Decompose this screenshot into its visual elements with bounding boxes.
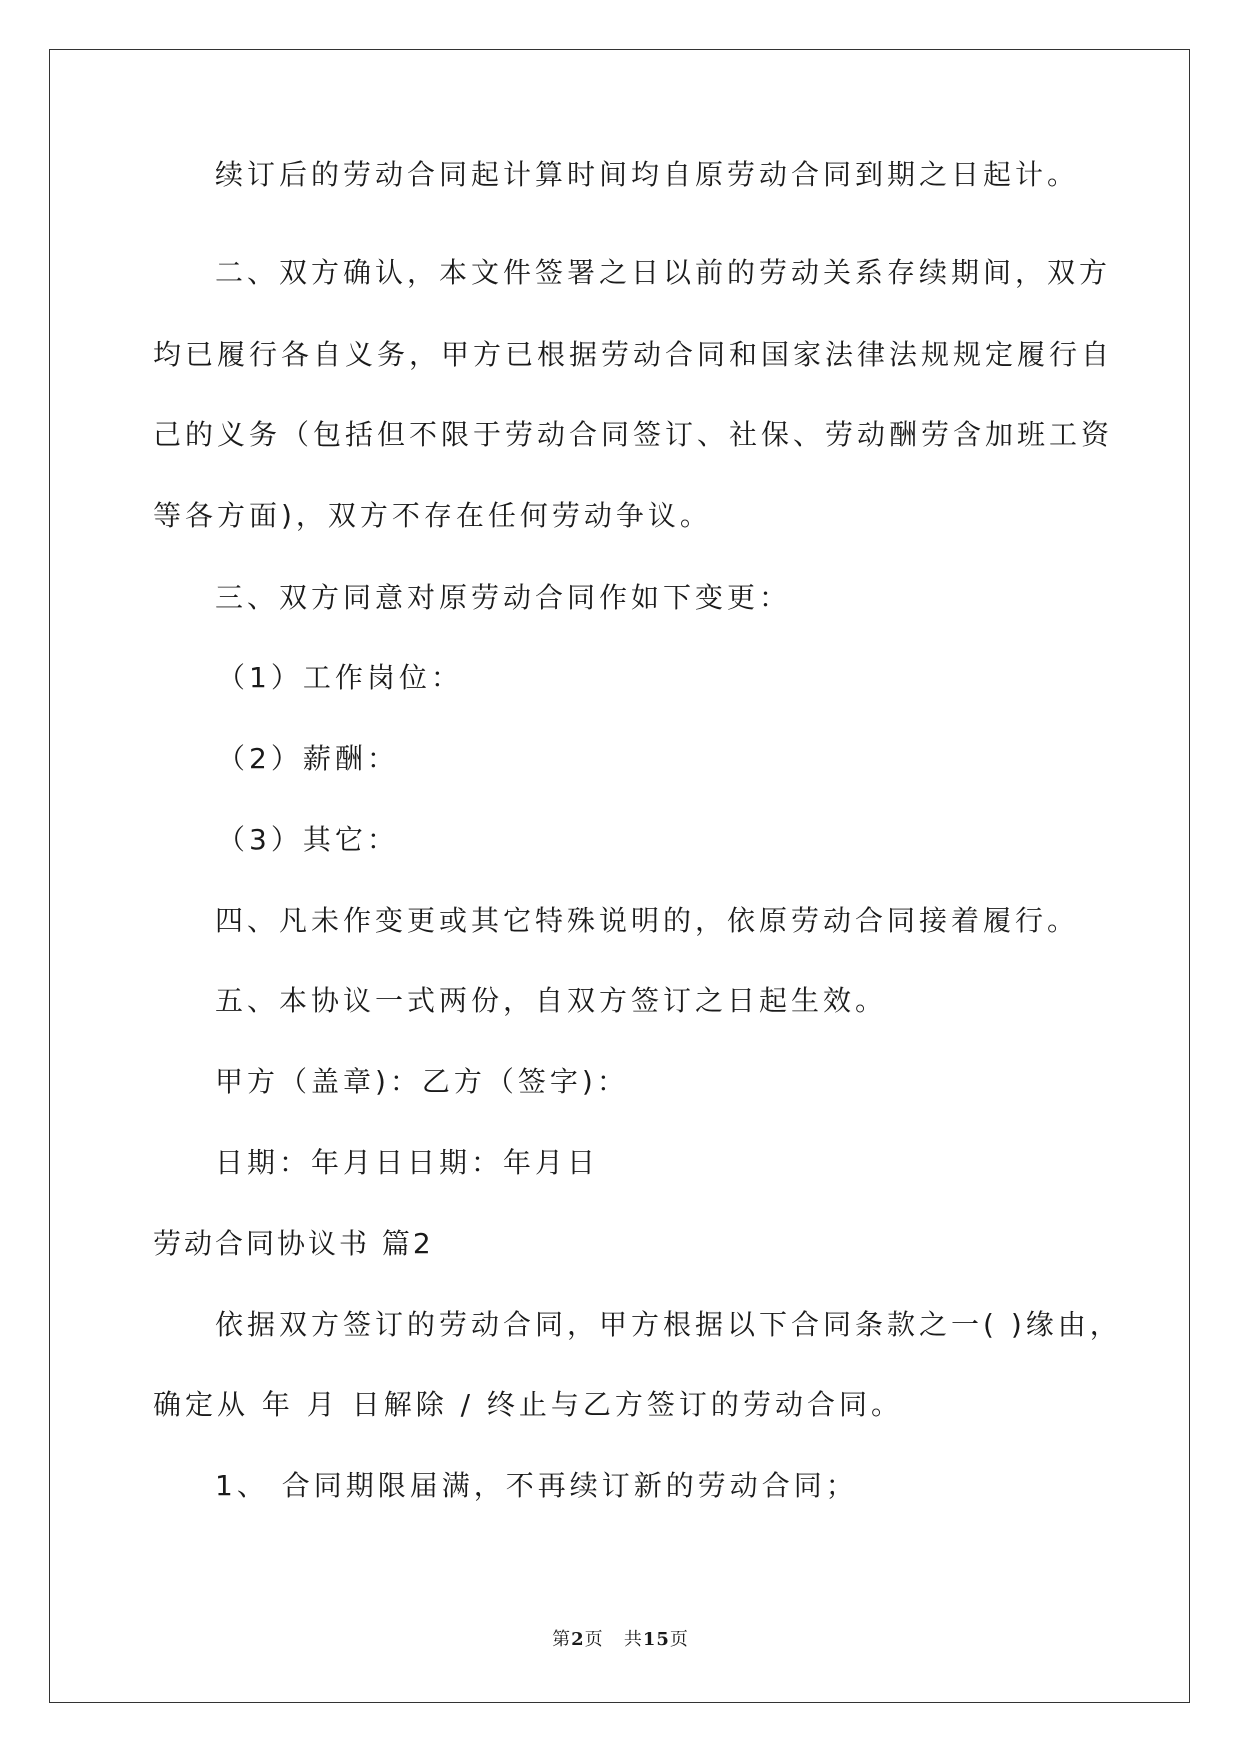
paragraph-line: 己的义务（包括但不限于劳动合同签订、社保、劳动酬劳含加班工资 <box>153 418 1114 451</box>
date-line: 日期：年月日日期：年月日 <box>215 1146 600 1179</box>
footer-prefix: 第 <box>552 1629 572 1650</box>
list-item: （1）工作岗位： <box>217 661 463 694</box>
paragraph-line: 二、双方确认，本文件签署之日以前的劳动关系存续期间，双方 <box>215 256 1112 289</box>
footer-total-prefix: 共 <box>623 1629 643 1650</box>
page-footer <box>0 1625 1241 1651</box>
list-item: （3）其它： <box>217 823 399 856</box>
footer-total-pages: 15 <box>642 1629 670 1650</box>
section-heading: 劳动合同协议书 篇2 <box>153 1227 434 1260</box>
paragraph-line: 均已履行各自义务，甲方已根据劳动合同和国家法律法规规定履行自 <box>153 338 1114 371</box>
footer-page-number: 2 <box>571 1629 585 1650</box>
footer-page-suffix: 页 <box>584 1629 604 1650</box>
paragraph-line: 等各方面)，双方不存在任何劳动争议。 <box>153 499 712 532</box>
page-border <box>49 49 1190 1703</box>
paragraph-line: 五、本协议一式两份，自双方签订之日起生效。 <box>215 984 888 1017</box>
paragraph-line: 依据双方签订的劳动合同，甲方根据以下合同条款之一( )缘由， <box>215 1308 1122 1341</box>
footer-total-suffix: 页 <box>669 1629 689 1650</box>
list-item: （2）薪酬： <box>217 742 399 775</box>
signature-line: 甲方（盖章)：乙方（签字)： <box>215 1065 629 1098</box>
paragraph-line: 续订后的劳动合同起计算时间均自原劳动合同到期之日起计。 <box>215 158 1080 191</box>
paragraph-line: 三、双方同意对原劳动合同作如下变更： <box>215 581 792 614</box>
paragraph-line: 四、凡未作变更或其它特殊说明的，依原劳动合同接着履行。 <box>215 904 1080 937</box>
list-item: 1、 合同期限届满，不再续订新的劳动合同； <box>215 1469 858 1502</box>
paragraph-line: 确定从 年 月 日解除 / 终止与乙方签订的劳动合同。 <box>153 1388 903 1421</box>
